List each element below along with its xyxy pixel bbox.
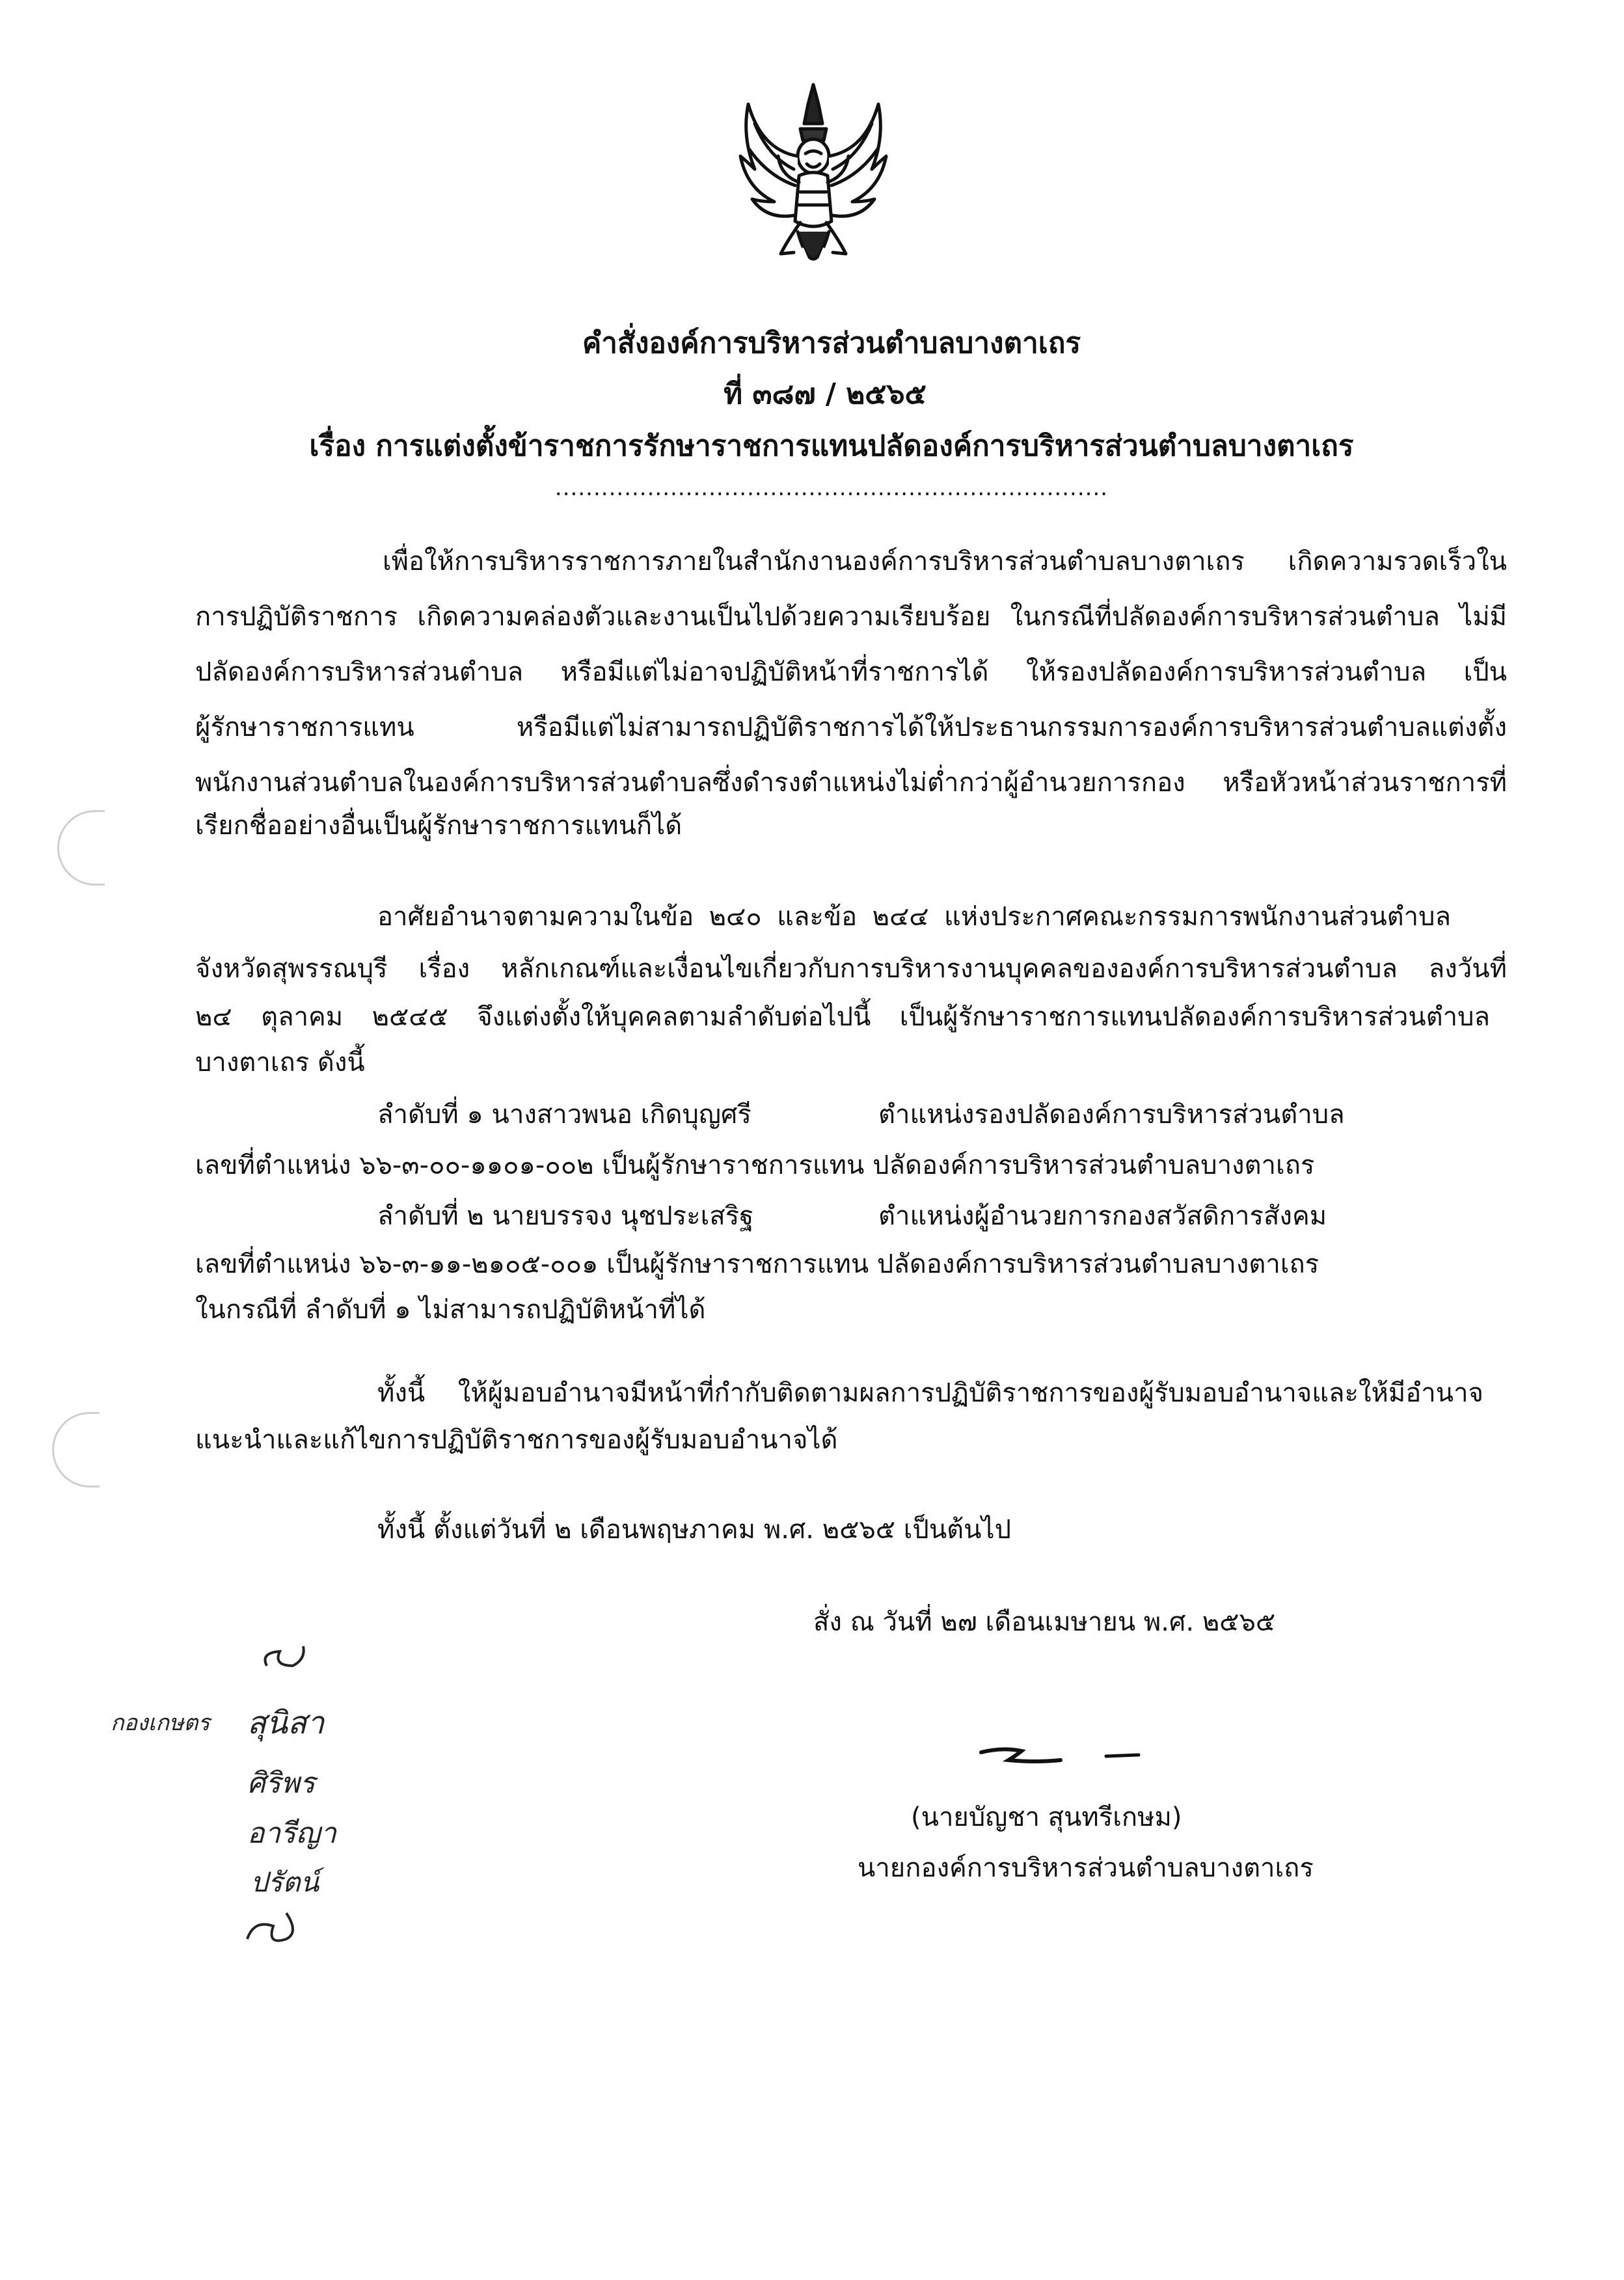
initial-scribble-icon xyxy=(241,1907,312,1952)
garuda-emblem-icon xyxy=(735,78,891,293)
appointee-2-name: ลำดับที่ ๒ นายบรรจง นุชประเสริฐ xyxy=(377,1201,754,1231)
handwritten-note: กองเกษตร xyxy=(111,1710,210,1736)
paragraph1-line: ปลัดองค์การบริหารส่วนตำบล หรือมีแต่ไม่อาจปฏิบัติหน้าที่ราชการได้ ให้รองปลัดองค์การบริหารส่วนตำบล เป็น xyxy=(195,657,1507,687)
signatory-name: (นายบัญชา สุนทรีเกษม) xyxy=(911,1802,1182,1832)
appointee-1-number: เลขที่ตำแหน่ง ๖๖-๓-๐๐-๑๑๐๑-๐๐๒ เป็นผู้รักษาราชการแทน ปลัดองค์การบริหารส่วนตำบลบางตาเถร xyxy=(195,1150,1315,1180)
appointee-1-position: ตำแหน่งรองปลัดองค์การบริหารส่วนตำบล xyxy=(878,1100,1345,1130)
paragraph1-line: เพื่อให้การบริหารราชการภายในสำนักงานองค์การบริหารส่วนตำบลบางตาเถร เกิดความรวดเร็วใน xyxy=(383,547,1507,577)
signature-mark xyxy=(976,1734,1171,1780)
order-number: ที่ ๓๘๗ / ๒๕๖๕ xyxy=(724,377,927,411)
appointee-2-number: เลขที่ตำแหน่ง ๖๖-๓-๑๑-๒๑๐๕-๐๐๑ เป็นผู้รักษาราชการแทน ปลัดองค์การบริหารส่วนตำบลบางตาเถร xyxy=(195,1249,1320,1279)
paragraph1-line: เรียกชื่ออย่างอื่นเป็นผู้รักษาราชการแทนก็ได้ xyxy=(195,811,683,841)
handwritten-note: ศิริพร xyxy=(247,1767,316,1800)
appointee-2-position: ตำแหน่งผู้อำนวยการกองสวัสดิการสังคม xyxy=(878,1201,1327,1231)
paragraph1-line: การปฏิบัติราชการ เกิดความคล่องตัวและงานเป็นไปด้วยความเรียบร้อย ในกรณีที่ปลัดองค์การบริหารส่วนตำบล ไม่มี xyxy=(195,602,1507,632)
appointee-2-condition: ในกรณีที่ ลำดับที่ ๑ ไม่สามารถปฏิบัติหน้าที่ได้ xyxy=(195,1295,706,1325)
handwritten-note: อารีญา xyxy=(247,1817,336,1850)
separator: ........................................................................ xyxy=(554,475,1109,501)
punch-hole-mark xyxy=(52,1412,100,1487)
initial-scribble-icon xyxy=(254,1640,325,1679)
effective-date: ทั้งนี้ ตั้งแต่วันที่ ๒ เดือนพฤษภาคม พ.ศ. ๒๕๖๕ เป็นต้นไป xyxy=(377,1515,1011,1545)
paragraph2-line: อาศัยอำนาจตามความในข้อ ๒๔๐ และข้อ ๒๔๔ แห่งประกาศคณะกรรมการพนักงานส่วนตำบล xyxy=(377,902,1451,932)
paragraph3-line: ทั้งนี้ ให้ผู้มอบอำนาจมีหน้าที่กำกับติดตามผลการปฏิบัติราชการของผู้รับมอบอำนาจและให้มีอำนาจ xyxy=(377,1378,1483,1408)
paragraph2-line: บางตาเถร ดังนี้ xyxy=(195,1048,365,1078)
paragraph1-line: พนักงานส่วนตำบลในองค์การบริหารส่วนตำบลซึ่งดำรงตำแหน่งไม่ต่ำกว่าผู้อำนวยการกอง หรือหัวหน้าส่วนราชการที่ xyxy=(195,768,1507,798)
appointee-1-name: ลำดับที่ ๑ นางสาวพนอ เกิดบุญศรี xyxy=(377,1100,751,1130)
order-subject: เรื่อง การแต่งตั้งข้าราชการรักษาราชการแทนปลัดองค์การบริหารส่วนตำบลบางตาเถร xyxy=(309,429,1354,463)
signatory-title: นายกองค์การบริหารส่วนตำบลบางตาเถร xyxy=(858,1853,1314,1883)
paragraph2-line: ๒๔ ตุลาคม ๒๕๔๕ จึงแต่งตั้งให้บุคคลตามลำดับต่อไปนี้ เป็นผู้รักษาราชการแทนปลัดองค์การบริหารส่วนตำบล xyxy=(195,1002,1490,1032)
punch-hole-mark xyxy=(57,810,105,886)
handwritten-note: ปรัตน์ xyxy=(250,1866,319,1898)
paragraph1-line: ผู้รักษาราชการแทน หรือมีแต่ไม่สามารถปฏิบัติราชการได้ให้ประธานกรรมการองค์การบริหารส่วนตำบลแต่งตั้ง xyxy=(195,712,1507,742)
handwritten-notes xyxy=(111,1640,397,1952)
order-title: คำสั่งองค์การบริหารส่วนตำบลบางตาเถร xyxy=(582,327,1081,360)
paragraph3-line: แนะนำและแก้ไขการปฏิบัติราชการของผู้รับมอบอำนาจได้ xyxy=(195,1425,838,1455)
paragraph2-line: จังหวัดสุพรรณบุรี เรื่อง หลักเกณฑ์และเงื่อนไขเกี่ยวกับการบริหารงานบุคคลขององค์การบริหารส่วนตำบล ลงวันที่ xyxy=(195,954,1507,984)
handwritten-note: สุนิสา xyxy=(247,1705,325,1741)
ordered-date: สั่ง ณ วันที่ ๒๗ เดือนเมษายน พ.ศ. ๒๕๖๕ xyxy=(813,1607,1276,1637)
